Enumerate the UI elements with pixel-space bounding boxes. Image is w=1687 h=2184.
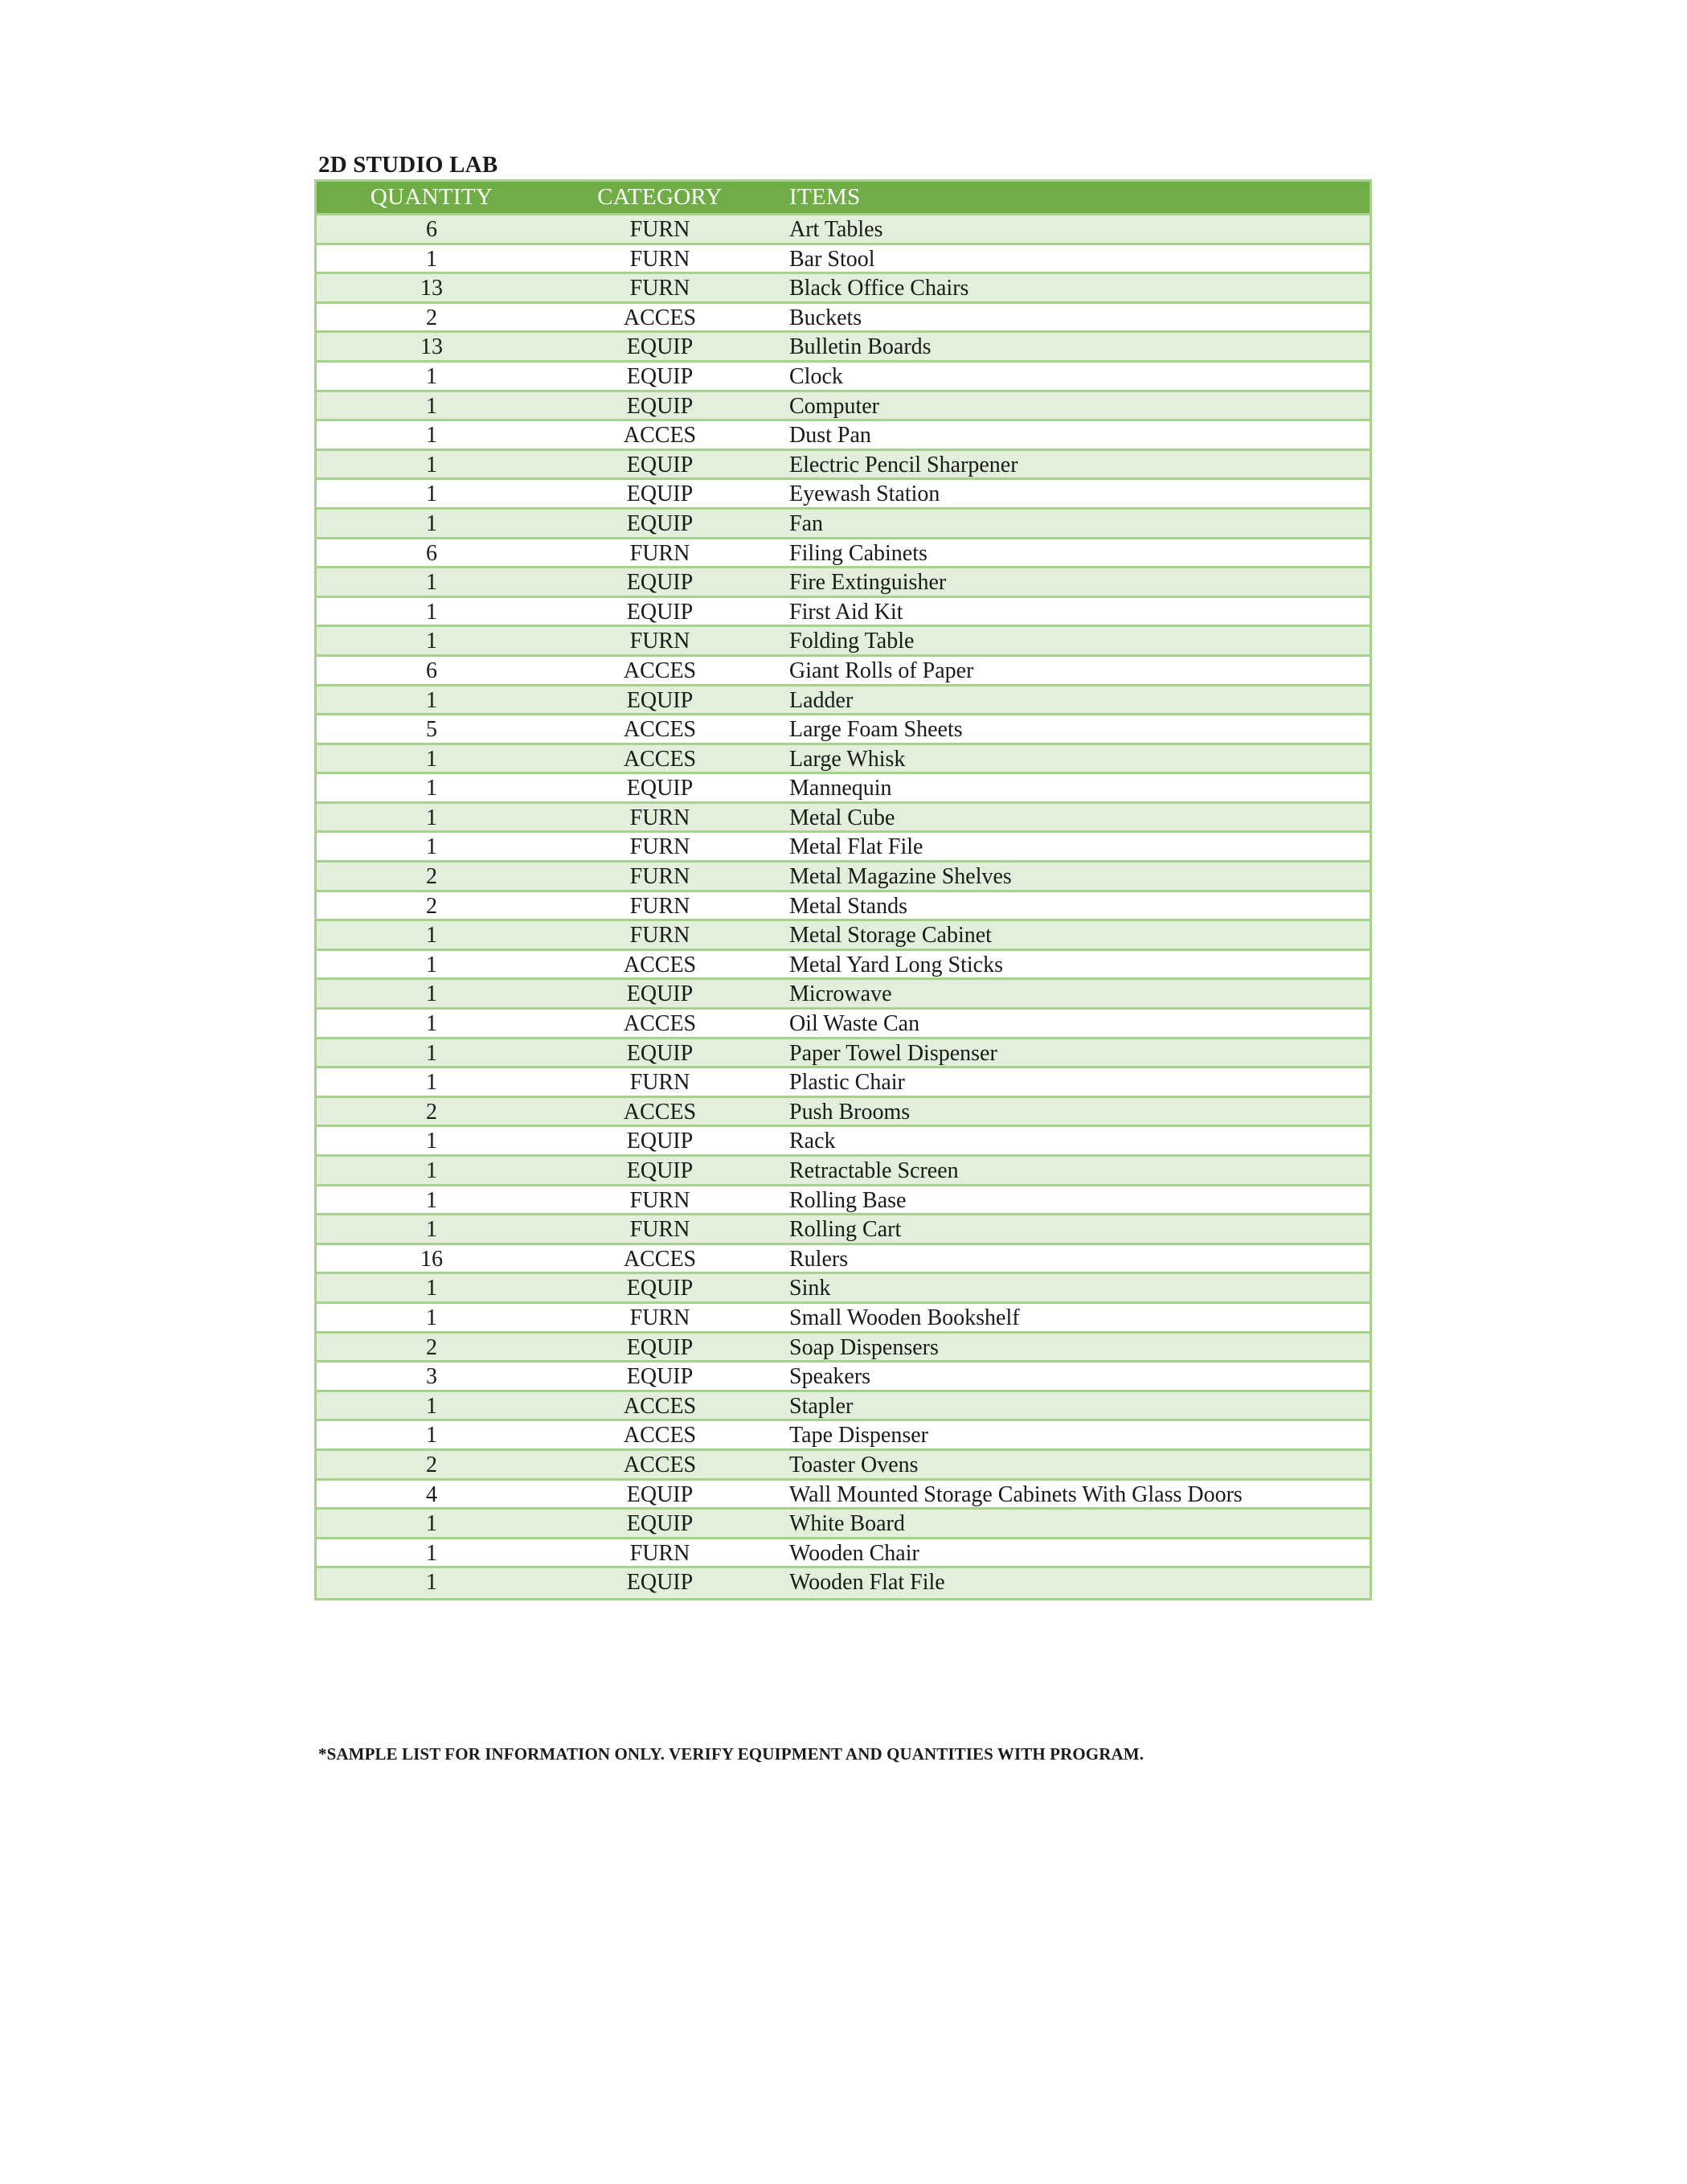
table-row <box>317 921 1370 951</box>
cell-quantity: 2 <box>426 1452 437 1477</box>
cell-item: Plastic Chair <box>789 1070 905 1096</box>
cell-quantity: 1 <box>426 952 437 977</box>
cell-quantity: 1 <box>426 363 437 389</box>
cell-quantity: 1 <box>426 629 437 654</box>
cell-quantity: 1 <box>426 834 437 860</box>
cell-category: FURN <box>629 217 690 242</box>
cell-quantity: 1 <box>426 923 437 949</box>
cell-quantity: 1 <box>426 746 437 772</box>
table-row <box>317 568 1370 598</box>
table-row <box>317 215 1370 245</box>
cell-item: Speakers <box>789 1364 871 1390</box>
cell-quantity: 13 <box>420 276 443 301</box>
cell-quantity: 1 <box>426 510 437 536</box>
cell-category: FURN <box>629 893 690 919</box>
table-row <box>317 510 1370 539</box>
cell-item: Stapler <box>789 1393 854 1419</box>
cell-quantity: 1 <box>426 1217 437 1243</box>
cell-item: Retractable Screen <box>789 1158 959 1183</box>
table-row <box>317 304 1370 334</box>
cell-item: Wooden Chair <box>789 1540 919 1566</box>
cell-quantity: 1 <box>426 452 437 477</box>
cell-item: Small Wooden Bookshelf <box>789 1305 1020 1330</box>
header-items: ITEMS <box>789 184 861 210</box>
cell-quantity: 6 <box>426 540 437 566</box>
table-row <box>317 1039 1370 1069</box>
table-body <box>317 215 1370 1598</box>
cell-item: Metal Yard Long Sticks <box>789 952 1003 977</box>
cell-item: Large Whisk <box>789 746 906 772</box>
table-row <box>317 951 1370 981</box>
cell-category: FURN <box>629 864 690 890</box>
cell-item: Metal Storage Cabinet <box>789 923 992 949</box>
cell-quantity: 2 <box>426 305 437 330</box>
cell-item: Electric Pencil Sharpener <box>789 452 1018 477</box>
cell-item: Soap Dispensers <box>789 1334 939 1360</box>
cell-item: Fire Extinguisher <box>789 570 947 596</box>
cell-item: Paper Towel Dispenser <box>789 1040 997 1066</box>
cell-item: Wall Mounted Storage Cabinets With Glass Doors <box>789 1481 1243 1507</box>
cell-quantity: 1 <box>426 423 437 449</box>
cell-item: Rolling Base <box>789 1187 907 1213</box>
header-category: CATEGORY <box>597 184 723 210</box>
cell-item: Ladder <box>789 687 854 713</box>
table-row <box>317 1098 1370 1128</box>
cell-item: Metal Magazine Shelves <box>789 864 1012 890</box>
cell-quantity: 3 <box>426 1364 437 1390</box>
cell-category: ACCES <box>623 423 697 449</box>
table-row <box>317 1127 1370 1157</box>
table-row <box>317 1510 1370 1539</box>
table-row <box>317 1421 1370 1451</box>
cell-quantity: 1 <box>426 246 437 272</box>
cell-category: FURN <box>629 276 690 301</box>
table-row <box>317 1362 1370 1392</box>
table-row <box>317 1392 1370 1422</box>
cell-category: EQUIP <box>626 481 694 507</box>
cell-quantity: 1 <box>426 687 437 713</box>
cell-item: Rolling Cart <box>789 1217 902 1243</box>
cell-category: FURN <box>629 805 690 830</box>
cell-category: EQUIP <box>626 776 694 801</box>
cell-quantity: 1 <box>426 805 437 830</box>
footnote: *SAMPLE LIST FOR INFORMATION ONLY. VERIFY EQUIPMENT AND QUANTITIES WITH PROGRAM. <box>318 1744 1144 1764</box>
cell-item: Filing Cabinets <box>789 540 927 566</box>
cell-category: EQUIP <box>626 363 694 389</box>
cell-category: FURN <box>629 1217 690 1243</box>
cell-category: EQUIP <box>626 981 694 1007</box>
cell-category: EQUIP <box>626 1570 694 1596</box>
cell-item: Large Foam Sheets <box>789 717 963 743</box>
table-row <box>317 421 1370 451</box>
cell-category: ACCES <box>623 746 697 772</box>
cell-item: Bar Stool <box>789 246 875 272</box>
cell-item: Oil Waste Can <box>789 1011 920 1037</box>
cell-category: FURN <box>629 1305 690 1330</box>
cell-item: Toaster Ovens <box>789 1452 919 1477</box>
cell-quantity: 1 <box>426 481 437 507</box>
cell-category: EQUIP <box>626 1276 694 1301</box>
cell-quantity: 5 <box>426 717 437 743</box>
cell-quantity: 1 <box>426 1511 437 1537</box>
cell-item: Computer <box>789 393 879 419</box>
cell-quantity: 1 <box>426 776 437 801</box>
cell-quantity: 16 <box>420 1246 443 1272</box>
cell-quantity: 1 <box>426 1540 437 1566</box>
table-row <box>317 892 1370 922</box>
cell-category: ACCES <box>623 952 697 977</box>
cell-quantity: 1 <box>426 1187 437 1213</box>
cell-item: Fan <box>789 510 823 536</box>
table-row <box>317 1215 1370 1245</box>
cell-category: ACCES <box>623 305 697 330</box>
table-row <box>317 1539 1370 1569</box>
cell-quantity: 2 <box>426 893 437 919</box>
cell-quantity: 1 <box>426 1423 437 1448</box>
table-row <box>317 657 1370 686</box>
cell-item: Clock <box>789 363 843 389</box>
cell-quantity: 1 <box>426 1158 437 1183</box>
cell-category: FURN <box>629 1070 690 1096</box>
table-row <box>317 1010 1370 1039</box>
cell-category: EQUIP <box>626 510 694 536</box>
cell-category: EQUIP <box>626 1129 694 1154</box>
cell-item: Metal Stands <box>789 893 907 919</box>
table-row <box>317 1451 1370 1481</box>
inventory-table <box>314 179 1372 1600</box>
cell-quantity: 2 <box>426 864 437 890</box>
cell-category: FURN <box>629 1187 690 1213</box>
cell-quantity: 1 <box>426 393 437 419</box>
cell-quantity: 1 <box>426 1040 437 1066</box>
cell-quantity: 1 <box>426 570 437 596</box>
cell-item: Sink <box>789 1276 831 1301</box>
table-row <box>317 1334 1370 1363</box>
cell-item: Art Tables <box>789 217 883 242</box>
table-row <box>317 1068 1370 1098</box>
table-row <box>317 363 1370 392</box>
cell-quantity: 1 <box>426 1305 437 1330</box>
cell-category: ACCES <box>623 1393 697 1419</box>
cell-item: Black Office Chairs <box>789 276 969 301</box>
cell-item: Bulletin Boards <box>789 334 932 360</box>
cell-item: Eyewash Station <box>789 481 940 507</box>
cell-category: FURN <box>629 629 690 654</box>
table-header <box>317 182 1370 215</box>
cell-category: ACCES <box>623 658 697 683</box>
table-row <box>317 1481 1370 1510</box>
table-row <box>317 1186 1370 1216</box>
cell-category: EQUIP <box>626 1040 694 1066</box>
cell-item: Wooden Flat File <box>789 1570 945 1596</box>
table-row <box>317 1157 1370 1186</box>
header-quantity: QUANTITY <box>370 184 493 210</box>
table-row <box>317 1245 1370 1275</box>
cell-category: EQUIP <box>626 1481 694 1507</box>
cell-category: ACCES <box>623 1011 697 1037</box>
cell-quantity: 1 <box>426 1276 437 1301</box>
cell-category: EQUIP <box>626 1158 694 1183</box>
table-row <box>317 392 1370 422</box>
cell-item: Giant Rolls of Paper <box>789 658 974 683</box>
cell-item: First Aid Kit <box>789 599 903 625</box>
cell-quantity: 1 <box>426 1393 437 1419</box>
table-row <box>317 833 1370 863</box>
cell-category: ACCES <box>623 1452 697 1477</box>
cell-category: EQUIP <box>626 452 694 477</box>
cell-category: EQUIP <box>626 599 694 625</box>
cell-category: ACCES <box>623 1423 697 1448</box>
table-row <box>317 245 1370 275</box>
table-row <box>317 480 1370 510</box>
cell-category: EQUIP <box>626 334 694 360</box>
cell-category: ACCES <box>623 717 697 743</box>
cell-category: FURN <box>629 246 690 272</box>
cell-category: EQUIP <box>626 1364 694 1390</box>
table-row <box>317 863 1370 892</box>
cell-category: EQUIP <box>626 1511 694 1537</box>
cell-item: Rack <box>789 1129 836 1154</box>
page-title: 2D STUDIO LAB <box>318 152 498 178</box>
cell-item: Buckets <box>789 305 862 330</box>
cell-item: Rulers <box>789 1246 849 1272</box>
table-row <box>317 451 1370 481</box>
cell-quantity: 2 <box>426 1334 437 1360</box>
table-row <box>317 980 1370 1010</box>
table-row <box>317 1568 1370 1598</box>
cell-item: White Board <box>789 1511 905 1537</box>
table-row <box>317 1304 1370 1334</box>
cell-quantity: 1 <box>426 981 437 1007</box>
cell-quantity: 2 <box>426 1099 437 1125</box>
cell-item: Push Brooms <box>789 1099 911 1125</box>
cell-category: FURN <box>629 1540 690 1566</box>
table-row <box>317 804 1370 834</box>
cell-item: Microwave <box>789 981 892 1007</box>
cell-category: EQUIP <box>626 393 694 419</box>
cell-item: Tape Dispenser <box>789 1423 928 1448</box>
cell-category: FURN <box>629 834 690 860</box>
cell-quantity: 1 <box>426 1011 437 1037</box>
cell-quantity: 1 <box>426 599 437 625</box>
cell-item: Metal Cube <box>789 805 895 830</box>
cell-quantity: 13 <box>420 334 443 360</box>
cell-item: Dust Pan <box>789 423 871 449</box>
table-row <box>317 539 1370 569</box>
table-row <box>317 598 1370 628</box>
table-row <box>317 745 1370 775</box>
table-row <box>317 715 1370 745</box>
cell-quantity: 4 <box>426 1481 437 1507</box>
cell-quantity: 1 <box>426 1070 437 1096</box>
cell-quantity: 1 <box>426 1570 437 1596</box>
cell-category: ACCES <box>623 1246 697 1272</box>
cell-category: ACCES <box>623 1099 697 1125</box>
cell-quantity: 6 <box>426 658 437 683</box>
cell-quantity: 6 <box>426 217 437 242</box>
table-row <box>317 274 1370 304</box>
cell-category: EQUIP <box>626 570 694 596</box>
cell-category: EQUIP <box>626 1334 694 1360</box>
cell-quantity: 1 <box>426 1129 437 1154</box>
cell-item: Mannequin <box>789 776 892 801</box>
cell-category: EQUIP <box>626 687 694 713</box>
table-row <box>317 627 1370 657</box>
table-row <box>317 774 1370 804</box>
cell-category: FURN <box>629 923 690 949</box>
table-row <box>317 333 1370 363</box>
table-row <box>317 686 1370 716</box>
cell-item: Metal Flat File <box>789 834 923 860</box>
cell-category: FURN <box>629 540 690 566</box>
cell-item: Folding Table <box>789 629 915 654</box>
table-row <box>317 1274 1370 1304</box>
